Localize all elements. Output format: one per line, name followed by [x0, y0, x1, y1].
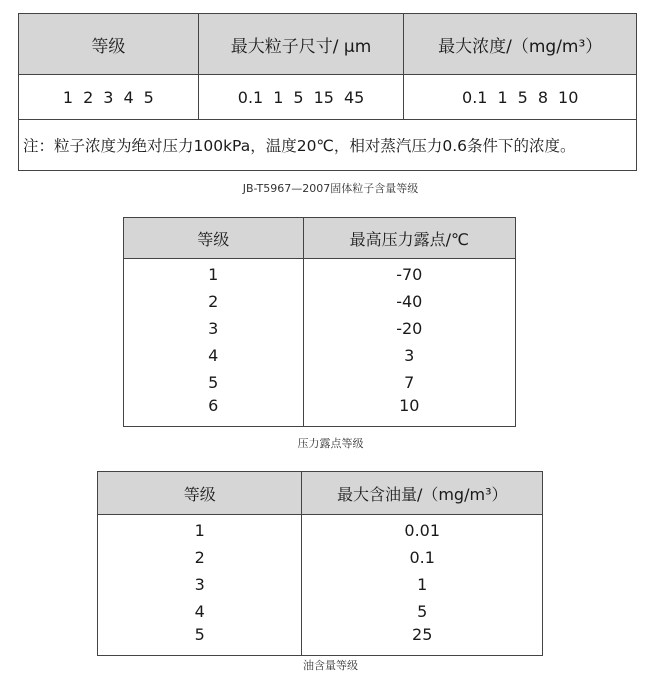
dewpoint-cell: -70 — [303, 259, 515, 289]
oil-content-cell: 5 — [302, 598, 543, 625]
oil-content-cell: 0.1 — [302, 544, 543, 571]
dewpoint-cell: 10 — [303, 396, 515, 427]
grade-values — [19, 75, 199, 120]
table-row — [98, 571, 543, 598]
table-row — [98, 544, 543, 571]
grade-cell: 6 — [124, 396, 304, 427]
header-grade: 等级 — [124, 218, 304, 259]
concentration-value: 8 — [537, 87, 549, 107]
particle-table-header-row — [19, 14, 637, 75]
particle-table-caption: JB-T5967—2007固体粒子含量等级 — [242, 182, 419, 195]
grade-value: 2 — [83, 87, 94, 107]
table-row — [124, 396, 516, 427]
dewpoint-grade-table — [123, 217, 516, 427]
table-row — [124, 369, 516, 396]
table-row — [124, 315, 516, 342]
particle-grade-table — [18, 13, 637, 171]
grade-cell: 1 — [124, 259, 304, 289]
concentration-value: 5 — [517, 87, 528, 107]
header-max-particle-size: 最大粒子尺寸/ μm — [198, 14, 404, 75]
grade-value: 3 — [103, 87, 114, 107]
grade-cell: 4 — [124, 342, 304, 369]
size-value: 15 — [313, 87, 334, 107]
grade-value: 1 — [62, 87, 74, 107]
oil-content-cell: 1 — [302, 571, 543, 598]
grade-cell: 5 — [98, 625, 302, 656]
concentration-value: 1 — [497, 87, 508, 107]
dewpoint-cell: -20 — [303, 315, 515, 342]
oil-content-cell: 25 — [302, 625, 543, 656]
oil-grade-table — [97, 471, 543, 656]
grade-cell: 3 — [124, 315, 304, 342]
grade-cell: 1 — [98, 515, 302, 545]
dewpoint-cell: -40 — [303, 288, 515, 315]
size-value: 1 — [273, 87, 284, 107]
grade-cell: 2 — [98, 544, 302, 571]
concentration-values — [404, 75, 637, 120]
dewpoint-cell: 7 — [303, 369, 515, 396]
size-value: 5 — [293, 87, 304, 107]
size-value: 0.1 — [237, 87, 264, 107]
grade-cell: 5 — [124, 369, 304, 396]
header-grade: 等级 — [19, 14, 199, 75]
grade-value: 4 — [123, 87, 134, 107]
concentration-value: 10 — [558, 87, 579, 107]
particle-table-note: 注：粒子浓度为绝对压力100kPa，温度20℃，相对蒸汽压力0.6条件下的浓度。 — [19, 120, 637, 171]
grade-cell: 4 — [98, 598, 302, 625]
table-row — [98, 625, 543, 656]
grade-cell: 2 — [124, 288, 304, 315]
size-value: 45 — [343, 87, 365, 107]
concentration-value: 0.1 — [462, 87, 488, 107]
table-row — [98, 598, 543, 625]
oil-content-cell: 0.01 — [302, 515, 543, 545]
table-row — [124, 342, 516, 369]
header-max-oil-content: 最大含油量/（mg/m³） — [302, 472, 543, 515]
oil-table-caption: 油含量等级 — [303, 659, 358, 672]
dewpoint-table-header-row — [124, 218, 516, 259]
particle-table-note-row — [19, 120, 637, 171]
table-row — [98, 515, 543, 545]
header-max-concentration: 最大浓度/（mg/m³） — [404, 14, 637, 75]
table-row — [124, 288, 516, 315]
grade-cell: 3 — [98, 571, 302, 598]
header-max-dewpoint: 最高压力露点/℃ — [303, 218, 515, 259]
table-row — [124, 259, 516, 289]
size-values — [198, 75, 404, 120]
dewpoint-table-caption: 压力露点等级 — [297, 437, 364, 450]
header-grade: 等级 — [98, 472, 302, 515]
oil-table-header-row — [98, 472, 543, 515]
grade-value: 5 — [143, 87, 154, 107]
particle-table-values-row — [19, 75, 637, 120]
dewpoint-cell: 3 — [303, 342, 515, 369]
